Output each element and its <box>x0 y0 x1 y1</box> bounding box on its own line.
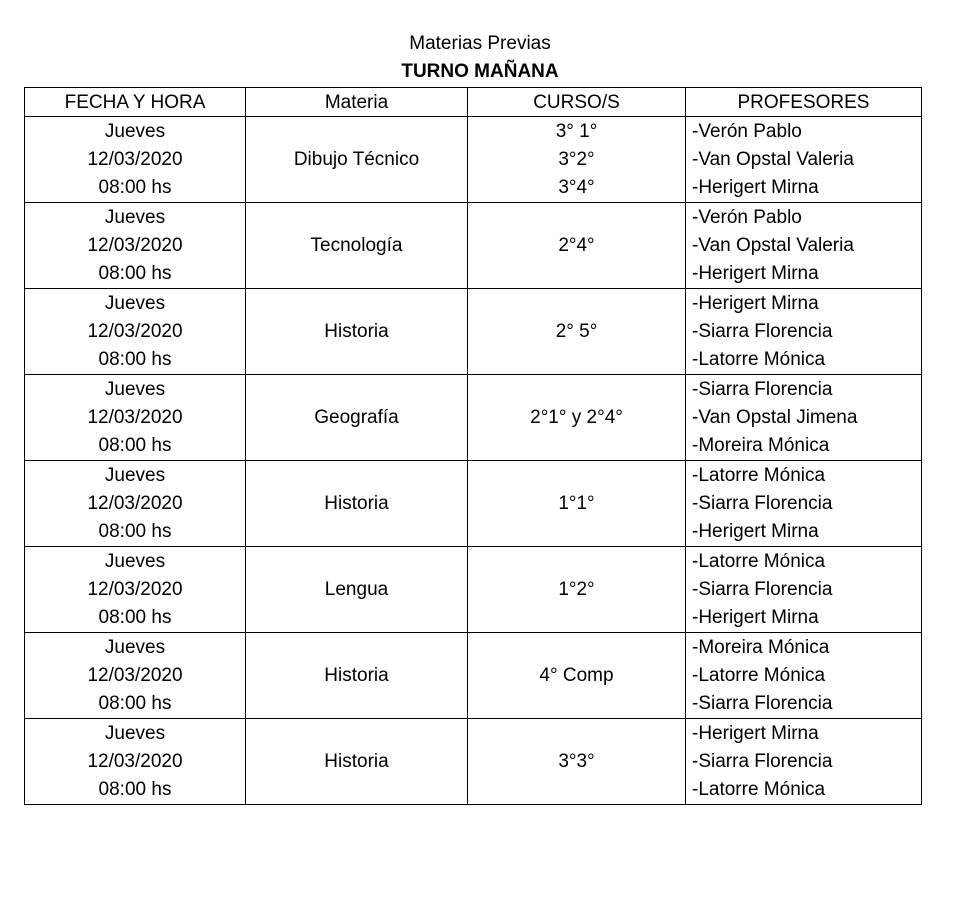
fecha-hora: 08:00 hs <box>98 778 172 800</box>
cursos-cell <box>468 289 686 375</box>
fecha-cell <box>25 547 246 633</box>
fecha-cell <box>25 117 246 203</box>
profesores-cell <box>686 203 922 289</box>
curso-item: 2°4° <box>558 234 595 256</box>
profesor-item: -Van Opstal Valeria <box>692 148 854 170</box>
profesor-item: -Moreira Mónica <box>692 636 830 658</box>
fecha-cell <box>25 375 246 461</box>
curso-item: 3°4° <box>558 176 595 198</box>
profesor-item: -Siarra Florencia <box>692 492 833 514</box>
profesor-item: -Siarra Florencia <box>692 578 833 600</box>
fecha-cell <box>25 289 246 375</box>
page-title: Materias Previas <box>409 33 551 54</box>
fecha-hora: 08:00 hs <box>98 176 172 198</box>
fecha-fecha: 12/03/2020 <box>87 234 183 256</box>
cursos-cell <box>468 633 686 719</box>
materia-cell: Historia <box>246 719 468 805</box>
profesor-item: -Herigert Mirna <box>692 176 819 198</box>
fecha-hora: 08:00 hs <box>98 434 172 456</box>
fecha-hora: 08:00 hs <box>98 606 172 628</box>
profesor-item: -Van Opstal Valeria <box>692 234 854 256</box>
fecha-hora: 08:00 hs <box>98 348 172 370</box>
fecha-dia: Jueves <box>104 464 166 486</box>
fecha-dia: Jueves <box>104 120 166 142</box>
fecha-dia: Jueves <box>104 722 166 744</box>
profesor-item: -Herigert Mirna <box>692 722 819 744</box>
profesores-cell <box>686 289 922 375</box>
table-row <box>25 633 922 719</box>
column-header-fecha: FECHA Y HORA <box>25 88 246 117</box>
column-header-cursos: CURSO/S <box>468 88 686 117</box>
cursos-cell <box>468 117 686 203</box>
fecha-fecha: 12/03/2020 <box>87 320 183 342</box>
curso-item: 2°1° y 2°4° <box>530 406 623 428</box>
profesores-cell <box>686 375 922 461</box>
page-subtitle: TURNO MAÑANA <box>401 61 559 82</box>
profesor-item: -Siarra Florencia <box>692 692 833 714</box>
materia-cell: Historia <box>246 633 468 719</box>
table-row <box>25 547 922 633</box>
curso-item: 3°3° <box>558 750 595 772</box>
fecha-fecha: 12/03/2020 <box>87 148 183 170</box>
fecha-fecha: 12/03/2020 <box>87 578 183 600</box>
cursos-cell <box>468 203 686 289</box>
profesor-item: -Verón Pablo <box>692 120 802 142</box>
profesores-cell <box>686 633 922 719</box>
table-header-row <box>25 88 922 117</box>
fecha-dia: Jueves <box>104 550 166 572</box>
curso-item: 2° 5° <box>555 320 598 342</box>
profesor-item: -Herigert Mirna <box>692 520 819 542</box>
table-row <box>25 203 922 289</box>
profesor-item: -Moreira Mónica <box>692 434 830 456</box>
curso-item: 1°1° <box>558 492 595 514</box>
table-row <box>25 117 922 203</box>
fecha-fecha: 12/03/2020 <box>87 664 183 686</box>
fecha-cell <box>25 633 246 719</box>
profesor-item: -Herigert Mirna <box>692 606 819 628</box>
fecha-fecha: 12/03/2020 <box>87 750 183 772</box>
profesor-item: -Latorre Mónica <box>692 464 826 486</box>
materia-cell: Historia <box>246 461 468 547</box>
cursos-cell <box>468 461 686 547</box>
profesor-item: -Latorre Mónica <box>692 348 826 370</box>
curso-item: 3° 1° <box>555 120 598 142</box>
fecha-cell <box>25 461 246 547</box>
column-header-profesores: PROFESORES <box>686 88 922 117</box>
fecha-dia: Jueves <box>104 378 166 400</box>
schedule-table <box>24 87 922 805</box>
fecha-dia: Jueves <box>104 206 166 228</box>
table-row <box>25 461 922 547</box>
table-body <box>25 117 922 805</box>
profesor-item: -Latorre Mónica <box>692 778 826 800</box>
profesor-item: -Herigert Mirna <box>692 292 819 314</box>
fecha-fecha: 12/03/2020 <box>87 492 183 514</box>
cursos-cell <box>468 375 686 461</box>
materia-cell: Lengua <box>246 547 468 633</box>
fecha-hora: 08:00 hs <box>98 692 172 714</box>
profesores-cell <box>686 461 922 547</box>
profesor-item: -Van Opstal Jimena <box>692 406 858 428</box>
materia-cell: Tecnología <box>246 203 468 289</box>
profesor-item: -Siarra Florencia <box>692 750 833 772</box>
table-row <box>25 289 922 375</box>
curso-item: 4° Comp <box>539 664 614 686</box>
column-header-materia: Materia <box>246 88 468 117</box>
profesor-item: -Siarra Florencia <box>692 378 833 400</box>
profesor-item: -Latorre Mónica <box>692 664 826 686</box>
fecha-dia: Jueves <box>104 636 166 658</box>
cursos-cell <box>468 719 686 805</box>
table-row <box>25 719 922 805</box>
profesores-cell <box>686 117 922 203</box>
cursos-cell <box>468 547 686 633</box>
fecha-dia: Jueves <box>104 292 166 314</box>
fecha-cell <box>25 719 246 805</box>
profesores-cell <box>686 547 922 633</box>
profesor-item: -Herigert Mirna <box>692 262 819 284</box>
profesor-item: -Latorre Mónica <box>692 550 826 572</box>
fecha-hora: 08:00 hs <box>98 262 172 284</box>
materia-cell: Geografía <box>246 375 468 461</box>
materia-cell: Dibujo Técnico <box>246 117 468 203</box>
profesores-cell <box>686 719 922 805</box>
curso-item: 1°2° <box>558 578 595 600</box>
materia-cell: Historia <box>246 289 468 375</box>
profesor-item: -Siarra Florencia <box>692 320 833 342</box>
fecha-hora: 08:00 hs <box>98 520 172 542</box>
fecha-fecha: 12/03/2020 <box>87 406 183 428</box>
profesor-item: -Verón Pablo <box>692 206 802 228</box>
table-row <box>25 375 922 461</box>
curso-item: 3°2° <box>558 148 595 170</box>
fecha-cell <box>25 203 246 289</box>
